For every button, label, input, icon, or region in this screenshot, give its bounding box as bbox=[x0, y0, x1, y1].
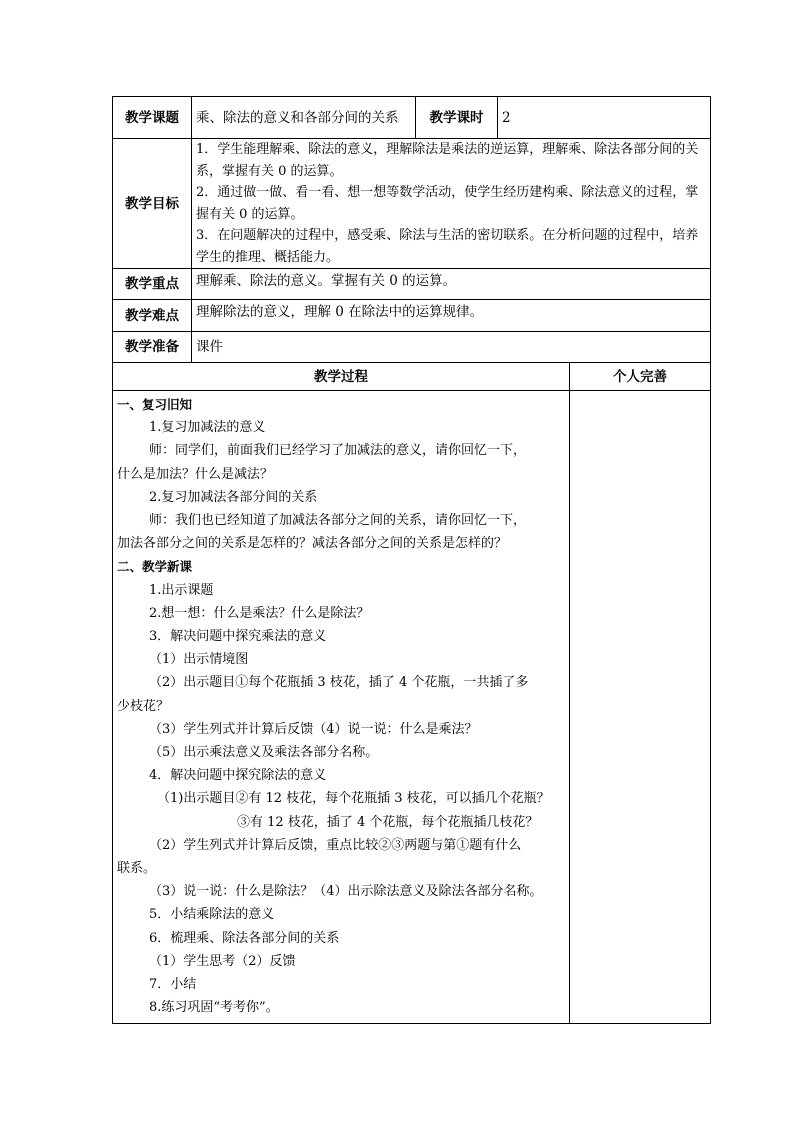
process-line: 什么是加法？什么是减法？ bbox=[117, 466, 274, 482]
process-line: 6．梳理乘、除法各部分间的关系 bbox=[149, 930, 340, 946]
difficulty-value: 理解除法的意义，理解 0 在除法中的运算规律。 bbox=[192, 300, 711, 332]
goal-item: 3．在问题解决的过程中，感受乘、除法与生活的密切联系。在分析问题的过程中，培养学生的推理、概括能力。 bbox=[196, 228, 699, 265]
process-line: 师：我们也已经知道了加减法各部分之间的关系，请你回忆一下， bbox=[149, 513, 527, 529]
process-line: ③有 12 枝花，插了 4 个花瓶，每个花瓶插几枝花？ bbox=[237, 814, 539, 830]
process-line: （2）出示题目①每个花瓶插 3 枝花，插了 4 个花瓶，一共插了多 bbox=[149, 675, 529, 691]
process-line: 7．小结 bbox=[149, 977, 197, 993]
topic-label: 教学课题 bbox=[113, 97, 192, 139]
process-line: （5）出示乘法意义及乘法各部分名称。 bbox=[149, 745, 379, 761]
goals-label: 教学目标 bbox=[113, 139, 192, 269]
process-line: 2.复习加减法各部分间的关系 bbox=[149, 489, 318, 505]
process-line: 4．解决问题中探究除法的意义 bbox=[149, 768, 327, 784]
goals-row bbox=[113, 139, 711, 269]
process-line: 联系。 bbox=[117, 861, 157, 877]
process-line: 少枝花？ bbox=[117, 698, 170, 714]
topic-value: 乘、除法的意义和各部分间的关系 bbox=[192, 97, 416, 139]
section-heading: 二、教学新课 bbox=[117, 559, 193, 575]
goals-content bbox=[192, 139, 711, 269]
process-header-row bbox=[113, 363, 711, 391]
key-point-value: 理解乘、除法的意义。掌握有关 0 的运算。 bbox=[192, 269, 711, 300]
process-line: （1）学生思考（2）反馈 bbox=[149, 953, 296, 969]
section-heading: 一、复习旧知 bbox=[117, 397, 193, 412]
process-content bbox=[113, 391, 570, 1024]
personal-notes-cell bbox=[570, 391, 711, 1024]
preparation-value: 课件 bbox=[192, 332, 711, 363]
process-line: 加法各部分之间的关系是怎样的？减法各部分之间的关系是怎样的？ bbox=[117, 536, 508, 552]
process-line: （3）说一说：什么是除法？（4）出示除法意义及除法各部分名称。 bbox=[149, 884, 543, 900]
process-line: （3）学生列式并计算后反馈（4）说一说：什么是乘法？ bbox=[149, 721, 478, 737]
lesson-plan-table bbox=[112, 96, 711, 1024]
process-line: （2）学生列式并计算后反馈，重点比较②③两题与第①题有什么 bbox=[149, 837, 522, 853]
process-line: 8.练习巩固“考考你”。 bbox=[149, 1000, 279, 1016]
goal-item: 2．通过做一做、看一看、想一想等数学活动，使学生经历建构乘、除法意义的过程，掌握有关 0 的运算。 bbox=[196, 185, 699, 222]
topic-row bbox=[113, 97, 711, 139]
process-line: 2.想一想：什么是乘法？什么是除法？ bbox=[149, 605, 370, 621]
key-point-label: 教学重点 bbox=[113, 269, 192, 300]
preparation-label: 教学准备 bbox=[113, 332, 192, 363]
process-line: 1.复习加减法的意义 bbox=[149, 420, 266, 436]
hours-label: 教学课时 bbox=[416, 97, 498, 139]
process-line: 3．解决问题中探究乘法的意义 bbox=[149, 629, 327, 645]
difficulty-row bbox=[113, 300, 711, 332]
goal-item: 1．学生能理解乘、除法的意义，理解除法是乘法的逆运算，理解乘、除法各部分间的关系，掌握有关 0 的运算。 bbox=[196, 142, 699, 179]
key-point-row bbox=[113, 269, 711, 300]
process-line: （1）出示情境图 bbox=[149, 652, 249, 668]
difficulty-label: 教学难点 bbox=[113, 300, 192, 332]
process-line: 1.出示课题 bbox=[149, 582, 214, 598]
side-header: 个人完善 bbox=[570, 363, 711, 391]
process-line: 5．小结乘除法的意义 bbox=[149, 907, 275, 923]
process-header: 教学过程 bbox=[113, 363, 570, 391]
preparation-row bbox=[113, 332, 711, 363]
hours-value: 2 bbox=[498, 97, 711, 139]
process-line: 师：同学们，前面我们已经学习了加减法的意义，请你回忆一下， bbox=[149, 443, 527, 459]
process-line: （1)出示题目②有 12 枝花，每个花瓶插 3 枝花，可以插几个花瓶？ bbox=[157, 791, 550, 807]
process-row bbox=[113, 391, 711, 1024]
